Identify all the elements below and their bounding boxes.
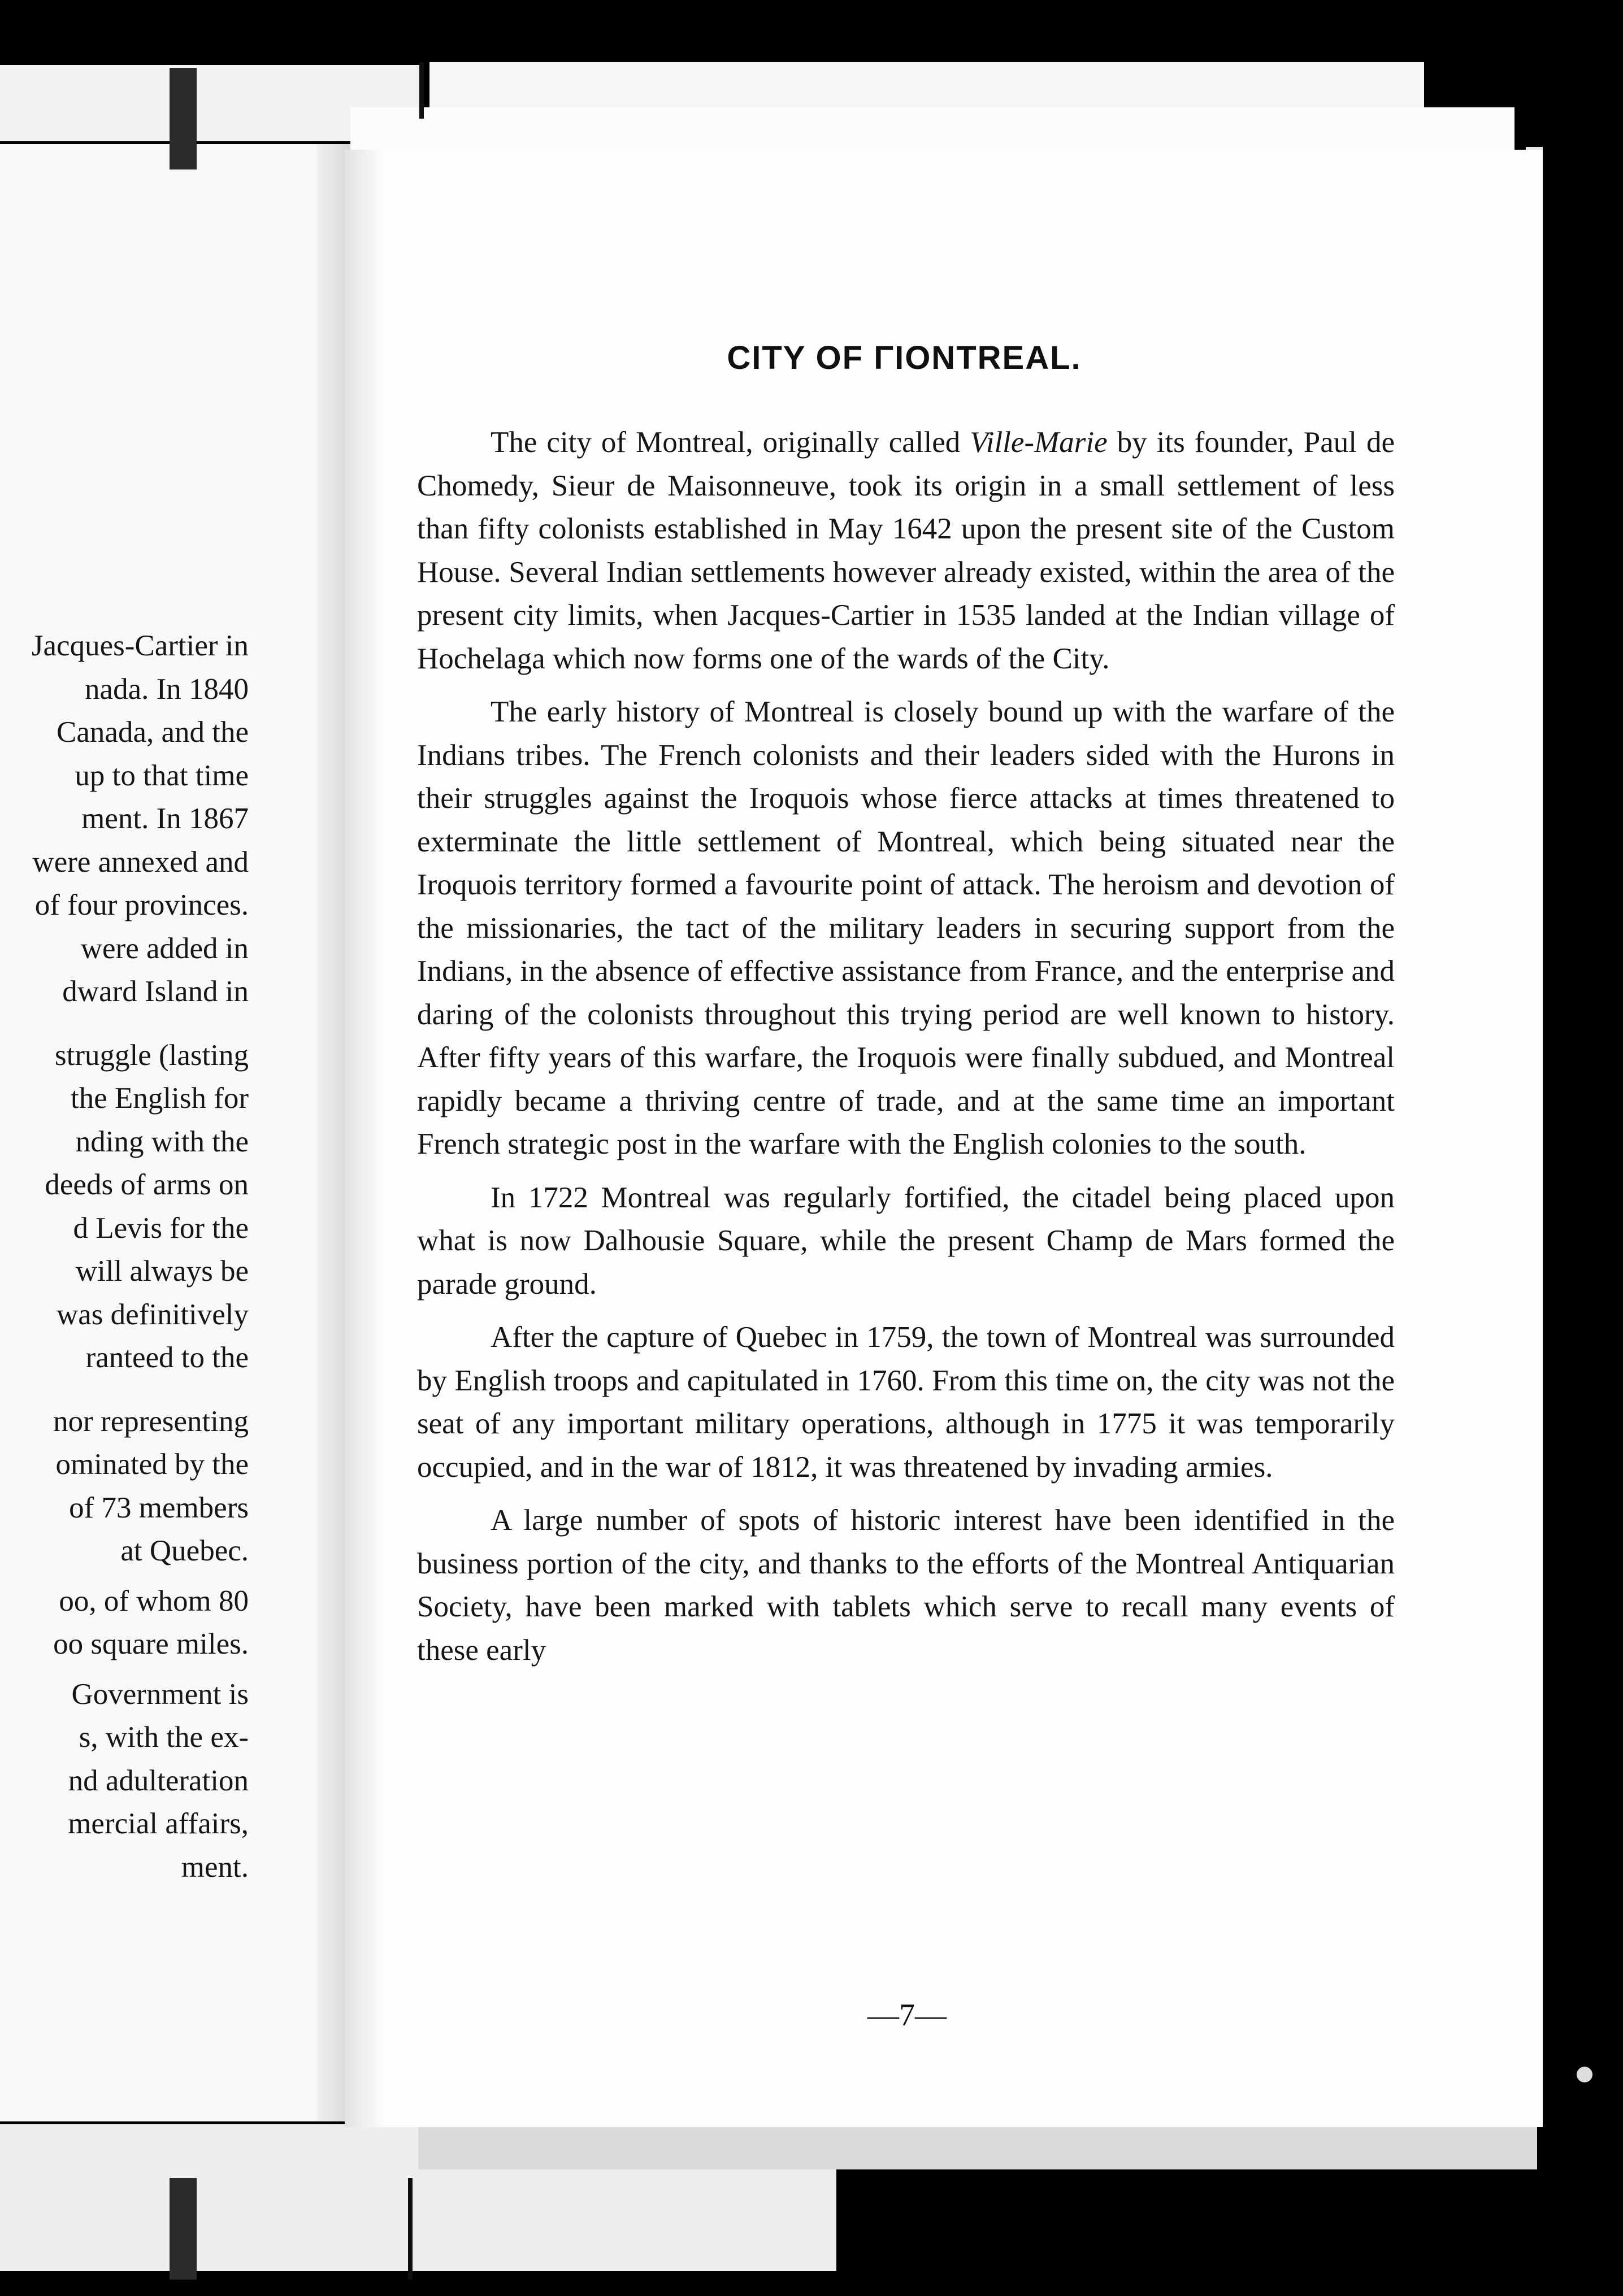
text-line: nding with the [75, 1125, 249, 1158]
page-number: —7— [867, 1998, 947, 2033]
left-text-block [0, 1400, 249, 1573]
gutter-shadow [345, 150, 384, 2127]
left-text-block [0, 624, 249, 1014]
spacer [0, 1573, 249, 1580]
text-line: of 73 members [69, 1491, 249, 1524]
text-line: will always be [75, 1255, 249, 1288]
text-line: ranteed to the [85, 1341, 249, 1374]
text-line: the English for [71, 1082, 249, 1115]
spacer [0, 1014, 249, 1034]
spacer [0, 1380, 249, 1400]
left-text-block [0, 1034, 249, 1380]
text-line: d Levis for the [73, 1211, 249, 1245]
paragraph-text: The city of Montreal, originally called [491, 426, 970, 459]
left-text-block [0, 1673, 249, 1889]
text-line: were annexed and [32, 845, 249, 879]
paragraph: After the capture of Quebec in 1759, the town of Montreal was surrounded by English troops and capitulated in 1760. From this time on, the city was not the seat of any important military operations, although in 1775 it was temporarily occupied, and in the war of 1812, it was threatened by invading armies. [417, 1321, 1395, 1484]
spacer [0, 1666, 249, 1673]
text-line: up to that time [75, 759, 249, 792]
text-line: dward Island in [62, 975, 249, 1008]
body-text [417, 421, 1395, 1682]
text-line: were added in [80, 932, 249, 965]
paragraph: The early history of Montreal is closely bound up with the warfare of the Indians tribes. The French colonists and their leaders sided with the Hurons in their struggles against the Iroquois whose fierce attacks at times threatened to exterminate the little settlement of Montreal, which being situated near the Iroquois territory formed a favourite point of attack. The heroism and devotion of the missionaries, the tact of the military leaders in securing support from the Indians, in the absence of effective assistance from France, and the enterprise and daring of the colonists throughout this trying period are well known to history. After fifty years of this warfare, the Iroquois were finally subdued, and Montreal rapidly became a thriving centre of trade, and at the same time an important French strategic post in the warfare with the English colonies to the south. [417, 695, 1395, 1160]
text-line: Government is [71, 1677, 249, 1711]
page-title: CITY OF ΓIONTREAL. [727, 340, 1082, 376]
text-line: oo, of whom 80 [59, 1584, 249, 1617]
text-line: s, with the ex- [79, 1721, 249, 1754]
binding-edge [419, 62, 424, 119]
scan-speck [1577, 2067, 1592, 2082]
text-line: ominated by the [55, 1448, 249, 1481]
binding-clip [170, 68, 197, 169]
binding-clip [170, 2178, 197, 2280]
text-line: Canada, and the [57, 716, 249, 749]
text-line: nor representing [53, 1404, 249, 1438]
text-line: Jacques-Cartier in [31, 629, 249, 662]
text-line: mercial affairs, [68, 1807, 249, 1840]
page-stack-edge [350, 107, 1514, 150]
text-line: at Quebec. [120, 1534, 249, 1567]
binding-edge [408, 2178, 413, 2280]
italic-term: Ville-Marie [970, 426, 1108, 459]
left-page-text [0, 624, 249, 1889]
text-line: ment. [181, 1850, 249, 1884]
text-line: oo square miles. [53, 1628, 249, 1660]
text-line: deeds of arms on [45, 1168, 249, 1201]
paragraph: In 1722 Montreal was regularly fortified, the citadel being placed upon what is now Dalhousie Square, while the present Champ de Mars formed the parade ground. [417, 1181, 1395, 1301]
text-line: nd adulteration [68, 1764, 249, 1797]
text-line: was definitively [57, 1298, 249, 1331]
text-line: ment. In 1867 [81, 802, 249, 835]
scan-bottom-edge [418, 2124, 1537, 2169]
text-line: struggle (lasting [55, 1038, 249, 1072]
text-line: nada. In 1840 [85, 672, 249, 706]
paragraph-text: by its founder, Paul de Chomedy, Sieur de Maisonneuve, took its origin in a small settlement of less than fifty colonists established in May 1642 upon the present site of the Custom House. Several Indian settlements however already existed, within the area of the present city limits, when Jacques-Cartier in 1535 landed at the Indian village of Hochelaga which now forms one of the wards of the City. [417, 426, 1395, 675]
text-line: of four provinces. [34, 889, 249, 921]
paragraph: A large number of spots of historic interest have been identified in the business portion of the city, and thanks to the efforts of the Montreal Antiquarian Society, have been marked with tablets which serve to recall many events of these early [417, 1504, 1395, 1667]
left-text-block [0, 1580, 249, 1666]
paragraph [417, 421, 1395, 680]
